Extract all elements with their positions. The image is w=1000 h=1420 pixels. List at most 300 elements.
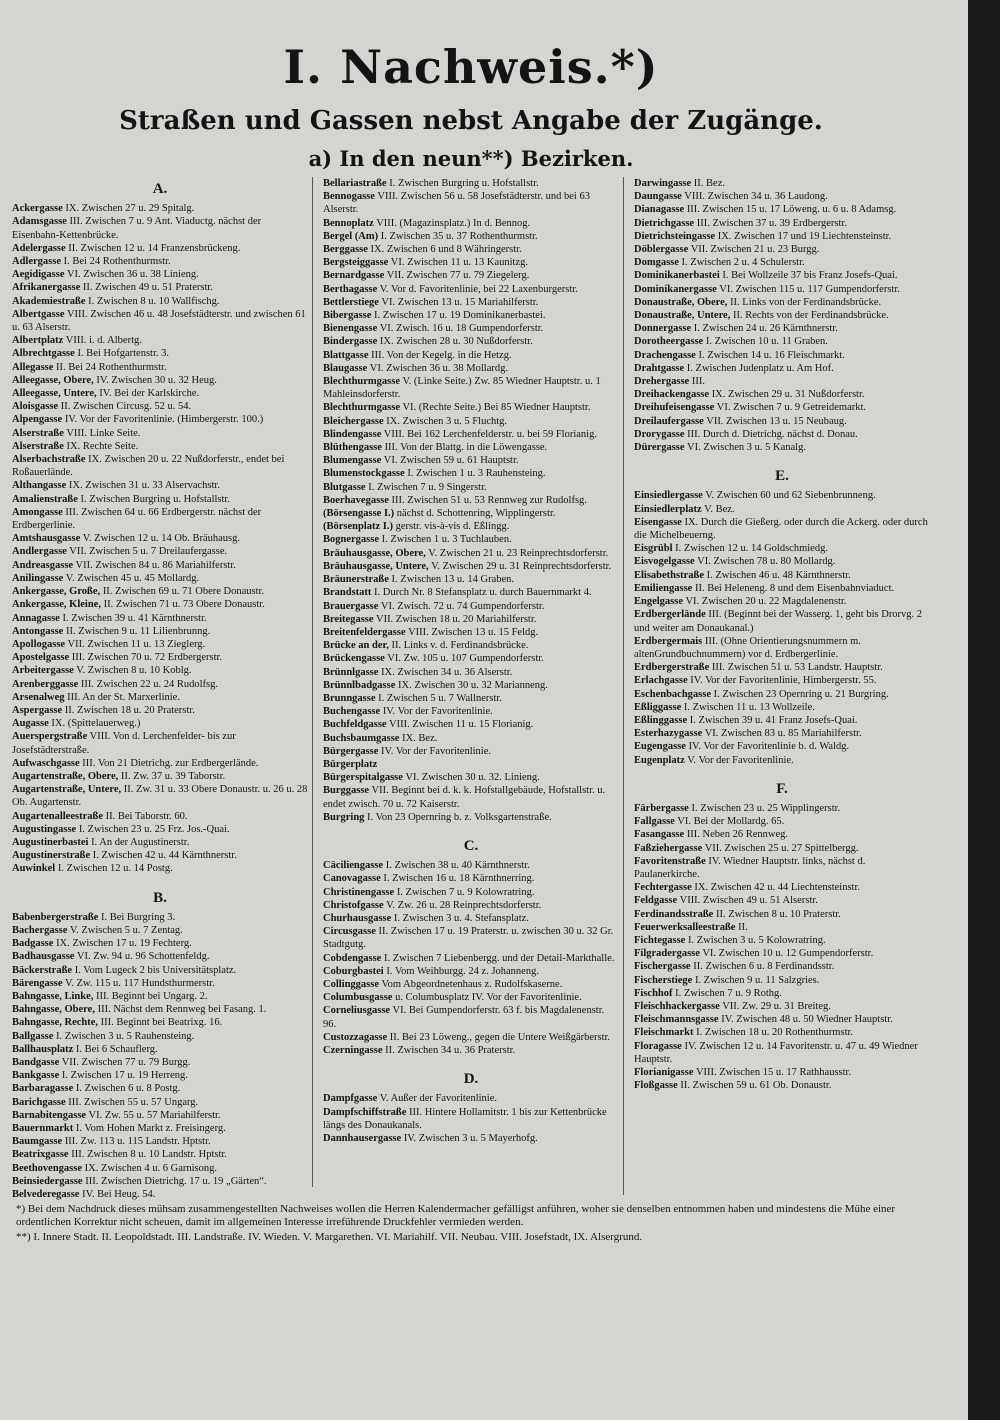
street-name: Bachergasse — [12, 924, 68, 936]
street-name: Dreilaufergasse — [634, 415, 704, 427]
street-entry — [12, 585, 308, 598]
street-entry — [12, 1030, 308, 1043]
street-name: Barnabitengasse — [12, 1109, 87, 1121]
street-name: Augartenstraße, Untere, — [12, 784, 122, 796]
street-entry — [323, 771, 619, 784]
street-access: II. Zwischen 34 u. 36 Praterstr. — [385, 1045, 516, 1056]
street-entry — [634, 296, 930, 309]
street-access: IX. Durch die Gießerg. oder durch die Ackerg. oder durch die Michelbeuerng. — [634, 516, 928, 542]
street-access: VII. Zwischen 5 u. 7 Dreilaufergasse. — [69, 546, 228, 558]
street-access: II. Rechts von der Ferdinandsbrücke. — [732, 310, 889, 322]
street-access: IX. Bez. — [402, 732, 438, 744]
street-entry — [323, 978, 619, 991]
street-name: Brünnlbadgasse — [323, 679, 396, 691]
street-access: VIII. Zwischen 56 u. 58 Josefstädterstr. und bei 63 Alserstr. — [323, 191, 590, 216]
street-name: Fechtergasse — [634, 882, 692, 894]
street-name: Bergel (Am) — [323, 230, 379, 242]
street-access: IX. Zwischen 6 und 8 Währingerstr. — [370, 244, 522, 256]
street-entry — [634, 740, 930, 753]
street-name: Baumgasse — [12, 1136, 63, 1148]
street-name: Auwinkel — [12, 863, 56, 875]
street-access: VIII. Von d. Lerchenfelder- bis zur Josefstädterstraße. — [12, 731, 236, 756]
street-entry — [634, 1013, 930, 1026]
section-letter: B. — [153, 889, 167, 906]
street-access: II. Zwischen 8 u. 10 Praterstr. — [715, 908, 841, 920]
street-entry — [12, 559, 308, 572]
street-access: I. Zwischen 10 u. 11 Graben. — [705, 336, 828, 348]
street-entry — [12, 950, 308, 963]
street-access: I. Von 23 Opernring b. z. Volksgartenstraße. — [367, 811, 552, 823]
street-entry — [634, 349, 930, 362]
street-entry — [323, 613, 619, 626]
street-name: (Börsenplatz I.) — [323, 521, 393, 533]
street-access: VII. Zwischen 21 u. 23 Burgg. — [690, 244, 820, 256]
street-access: I. Zwischen Burgring u. Hofstallstr. — [389, 178, 539, 189]
street-access: IX. Zwischen 31 u. 33 Alservachstr. — [68, 480, 220, 492]
street-entry — [12, 268, 308, 281]
street-access: VII. Beginnt bei d. k. k. Hofstallgebäude, Hofstallstr. u. endet zwisch. 70 u. 72 Kaiserstr. — [323, 785, 606, 810]
street-name: Burggasse — [323, 785, 370, 797]
street-entry — [12, 1109, 308, 1122]
street-name: Coburgbastei — [323, 965, 384, 977]
street-entry — [12, 1082, 308, 1095]
street-name: Bauernmarkt — [12, 1123, 74, 1135]
street-entry — [634, 947, 930, 960]
street-name: Feuerwerksalleestraße — [634, 921, 736, 933]
street-entry — [12, 387, 308, 400]
section-letter: D. — [463, 1071, 479, 1088]
street-access: II. Zwischen 12 u. 14 Franzensbrückeng. — [68, 242, 241, 254]
street-entry — [634, 908, 930, 921]
street-access: VI. Zwischen 11 u. 13 Kaunitzg. — [390, 257, 529, 269]
street-entry — [12, 1043, 308, 1056]
street-name: Drahtgasse — [634, 362, 685, 374]
street-entry — [12, 506, 308, 532]
street-access: IV. Vor der Favoritenlinie b. d. Waldg. — [688, 741, 850, 753]
street-entry — [323, 1004, 619, 1030]
street-entry — [323, 177, 619, 190]
street-access: I. Bei 24 Rothenthurmstr. — [63, 256, 171, 268]
street-name: Bernardgasse — [323, 270, 385, 282]
street-name: Drehergasse — [634, 376, 690, 388]
street-entry — [323, 230, 619, 243]
street-access: III. Zwischen 64 u. 66 Erdbergerstr. nächst der Erdbergerlinie. — [12, 506, 262, 532]
street-access: V. Zwischen 8 u. 10 Koblg. — [76, 665, 192, 677]
street-name: Ballhausplatz — [12, 1043, 74, 1055]
street-name: Anilingasse — [12, 572, 64, 584]
street-name: Erdbergermais — [634, 635, 703, 647]
street-access: I. Vom Weihburgg. 24 z. Johanneng. — [386, 965, 539, 977]
street-entry — [12, 730, 308, 756]
street-access: V. Bez. — [704, 503, 735, 515]
street-entry — [323, 758, 619, 771]
street-name: Bindergasse — [323, 336, 378, 348]
street-name: Drorygasse — [634, 428, 685, 440]
street-access: u. Columbusplatz IV. Vor der Favoritenlinie. — [395, 992, 582, 1004]
street-access: I. Zwischen 14 u. 16 Fleischmarkt. — [698, 349, 845, 361]
street-access: VIII. Zwischen 46 u. 48 Josefstädterstr. und zwischen 61 u. 63 Alserstr. — [12, 308, 306, 334]
street-entry — [12, 964, 308, 977]
street-entry — [323, 705, 619, 718]
street-name: Adlergasse — [12, 256, 61, 268]
street-entry — [12, 836, 308, 849]
street-access: VI. Zwischen 59 u. 61 Hauptstr. — [383, 455, 519, 467]
street-entry — [12, 770, 308, 783]
street-name: Bräunerstraße — [323, 574, 389, 586]
street-name: Cäciliengasse — [323, 860, 384, 872]
street-name: Bognergasse — [323, 534, 379, 546]
street-name: Blutgasse — [323, 481, 366, 493]
section-letter: A. — [152, 181, 168, 197]
street-entry — [12, 361, 308, 374]
street-name: Blumengasse — [323, 455, 382, 467]
street-entry — [12, 911, 308, 924]
street-entry — [634, 582, 930, 595]
street-entry — [323, 586, 619, 599]
street-entry — [12, 440, 308, 453]
street-entry — [323, 732, 619, 745]
street-access: II. Zwischen 69 u. 71 Obere Donaustr. — [102, 586, 265, 598]
street-access: III. Von der Blattg. in die Löwengasse. — [384, 442, 548, 454]
street-name: Fichtegasse — [634, 934, 686, 946]
street-name: Erlachgasse — [634, 675, 688, 687]
street-entry — [634, 555, 930, 568]
street-name: Bäckerstraße — [12, 964, 73, 976]
street-entry — [12, 545, 308, 558]
street-name: Babenbergerstraße — [12, 911, 99, 923]
street-entry — [323, 666, 619, 679]
street-entry — [323, 533, 619, 546]
street-name: Churhausgasse — [323, 912, 392, 924]
street-name: Blüthengasse — [323, 442, 382, 454]
street-name: Augustinerbastei — [12, 836, 89, 848]
street-entry — [12, 202, 308, 215]
street-access: II. Zw. 37 u. 39 Taborstr. — [120, 770, 226, 782]
street-access: I. Zwischen Judenplatz u. Am Hof. — [686, 362, 834, 374]
street-entry — [634, 894, 930, 907]
street-entry — [323, 507, 619, 520]
street-access: II. Bez. — [693, 178, 725, 189]
street-name: Ballgasse — [12, 1030, 54, 1042]
street-name: Bellariastraße — [323, 178, 387, 189]
street-entry — [323, 520, 619, 533]
street-name: Donaustraße, Untere, — [634, 310, 731, 322]
street-access: I. Zwischen 39 u. 41 Franz Josefs-Quai. — [689, 714, 858, 726]
street-entry — [323, 243, 619, 256]
street-entry — [634, 388, 930, 401]
street-access: II. Bei 24 Rothenthurmstr. — [56, 361, 167, 373]
street-entry — [634, 1040, 930, 1066]
street-name: Beethovengasse — [12, 1162, 82, 1174]
street-access: I. Zwischen 7 u. 9 Singerstr. — [368, 481, 487, 493]
street-name: Dominikanerbastei — [634, 270, 720, 282]
section-spacer — [12, 876, 308, 886]
street-name: Christinengasse — [323, 886, 395, 898]
street-entry — [634, 489, 930, 502]
street-entry — [12, 704, 308, 717]
street-access: V. Zwischen 5 u. 7 Zentag. — [69, 924, 183, 936]
street-entry — [323, 349, 619, 362]
street-name: Fischhof — [634, 987, 673, 999]
street-access: III. Zwischen 51 u. 53 Rennweg zur Rudolfsg. — [391, 494, 587, 506]
street-name: Bürgerspitalgasse — [323, 772, 403, 784]
street-entry — [634, 881, 930, 894]
street-name: Canovagasse — [323, 873, 381, 885]
street-name: Dampfgasse — [323, 1093, 378, 1105]
street-name: Augustingasse — [12, 823, 77, 835]
street-access: II. Zwischen 6 u. 8 Ferdinandsstr. — [693, 961, 835, 973]
street-entry — [634, 230, 930, 243]
street-entry — [323, 912, 619, 925]
street-entry — [12, 1056, 308, 1069]
street-name: Eisgrübl — [634, 543, 673, 555]
street-entry — [12, 862, 308, 875]
street-entry — [323, 859, 619, 872]
street-access: II. Links v. d. Ferdinandsbrücke. — [391, 640, 529, 652]
street-entry — [323, 256, 619, 269]
street-entry — [323, 283, 619, 296]
street-name: Barbaragasse — [12, 1083, 74, 1095]
street-access: I. Bei Burgring 3. — [100, 911, 176, 923]
street-entry — [323, 639, 619, 652]
street-name: Einsiedlergasse — [634, 490, 703, 502]
street-access: VIII. i. d. Albertg. — [65, 335, 142, 347]
street-name: Bräuhausgasse, Untere, — [323, 560, 429, 572]
street-access: IX. Zwischen 34 u. 36 Alserstr. — [381, 666, 513, 678]
street-name: Andreasgasse — [12, 559, 74, 571]
street-name: Adamsgasse — [12, 216, 67, 228]
street-access: IX. Zwischen 30 u. 32 Marianneng. — [398, 679, 548, 691]
street-name: Brünnlgasse — [323, 666, 379, 678]
street-access: I. Zwischen 23 Opernring u. 21 Burgring. — [713, 688, 889, 700]
street-entry — [323, 679, 619, 692]
street-entry — [323, 626, 619, 639]
street-name: Columbusgasse — [323, 992, 393, 1004]
street-name: Favoritenstraße — [634, 855, 706, 867]
street-name: Albrechtgasse — [12, 348, 75, 360]
street-entry — [323, 467, 619, 480]
street-access: I. Zwischen 38 u. 40 Kärnthnerstr. — [385, 860, 530, 872]
street-entry — [323, 784, 619, 810]
street-entry — [323, 952, 619, 965]
street-entry — [634, 727, 930, 740]
street-entry — [634, 269, 930, 282]
street-name: Blaugasse — [323, 362, 368, 374]
street-entry — [323, 1031, 619, 1044]
street-access: III. Von 21 Dietrichg. zur Erdbergerlände. — [82, 757, 259, 769]
street-entry — [12, 281, 308, 294]
street-name: Dürergasse — [634, 442, 685, 454]
street-entry — [12, 215, 308, 241]
street-entry — [323, 428, 619, 441]
street-name: Bräuhausgasse, Obere, — [323, 547, 426, 559]
street-name: Floßgasse — [634, 1080, 678, 1092]
street-entry — [634, 441, 930, 454]
street-entry — [634, 754, 930, 767]
street-name: Bürgerplatz — [323, 758, 378, 770]
street-access: I. Bei 6 Schauflerg. — [75, 1043, 158, 1055]
street-entry — [323, 362, 619, 375]
street-name: Albertplatz — [12, 335, 64, 347]
street-access: VI. Bei der Mollardg. 65. — [677, 816, 785, 828]
street-entry — [634, 362, 930, 375]
street-entry — [634, 1079, 930, 1092]
street-name: Engelgasse — [634, 596, 684, 608]
street-access: III. Zwischen 37 u. 39 Erdbergerstr. — [696, 217, 847, 229]
street-entry — [634, 177, 930, 190]
street-access: VIII. Zwischen 34 u. 36 Laudong. — [684, 191, 828, 203]
street-name: Cobdengasse — [323, 952, 382, 964]
street-entry — [12, 937, 308, 950]
street-access: I. Zwischen 16 u. 18 Kärnthnerring. — [383, 873, 535, 885]
street-access: I. Zwischen 9 u. 11 Salzgries. — [694, 974, 820, 986]
street-name: Czerningasse — [323, 1045, 383, 1056]
street-entry — [12, 295, 308, 308]
street-name: Elisabethstraße — [634, 569, 705, 581]
street-name: Eschenbachgasse — [634, 688, 712, 700]
street-entry — [12, 783, 308, 809]
street-access: IV. Zwischen 48 u. 50 Wiedner Hauptstr. — [721, 1014, 893, 1026]
street-entry — [12, 1148, 308, 1161]
street-entry — [323, 401, 619, 414]
street-access: IX. Zwischen 28 u. 30 Nußdorferstr. — [379, 336, 533, 348]
street-entry — [12, 1188, 308, 1201]
street-access: V. Zwischen 29 u. 31 Reinprechtsdorferstr. — [431, 560, 612, 572]
street-access: Vom Abgeordnetenhaus z. Rudolfskaserne. — [381, 978, 563, 990]
street-name: Bürgergasse — [323, 745, 379, 757]
street-access: VII. Zwischen 13 u. 15 Neubaug. — [706, 415, 847, 427]
street-name: Eugenplatz — [634, 754, 685, 766]
street-access: II. Zwischen 9 u. 11 Lilienbrunng. — [65, 625, 211, 637]
street-name: Eisengasse — [634, 516, 682, 528]
street-entry — [12, 849, 308, 862]
street-access: III. Zwischen 22 u. 24 Rudolfsg. — [80, 678, 218, 690]
street-access: I. Zwischen 39 u. 41 Kärnthnerstr. — [62, 612, 207, 624]
street-name: Belvederegasse — [12, 1189, 80, 1201]
street-access: IV. Wiedner Hauptstr. links, nächst d. Paulanerkirche. — [634, 855, 866, 880]
street-name: Allegasse — [12, 361, 54, 373]
street-access: VII. Zwischen 84 u. 86 Mariahilferstr. — [75, 559, 236, 571]
street-access: II. Bei Taborstr. 60. — [105, 810, 188, 822]
street-access: I. Zwischen 7 Liebenbergg. und der Detail-Markthalle. — [383, 952, 615, 964]
street-entry — [323, 441, 619, 454]
street-access: I. Zwischen 17 u. 19 Herreng. — [61, 1070, 188, 1082]
street-access: IV. Zwischen 12 u. 14 Favoritenstr. u. 47 u. 49 Wiedner Hauptstr. — [634, 1040, 918, 1065]
street-access: VI. Zwischen 115 u. 117 Gumpendorferstr. — [719, 283, 900, 295]
street-access: I. Zwischen 3 u. 5 Rauhensteing. — [56, 1030, 195, 1042]
street-entry — [634, 974, 930, 987]
street-access: IX. Zwischen 29 u. 31 Nußdorferstr. — [711, 389, 865, 401]
street-name: Augasse — [12, 718, 49, 730]
street-access: V. (Linke Seite.) Zw. 85 Wiedner Hauptstr. u. 1 Mahleinsdorferstr. — [323, 376, 601, 401]
street-entry — [634, 428, 930, 441]
street-access: VII. Zwischen 18 u. 20 Mariahilferstr. — [375, 613, 537, 625]
street-name: Daungasse — [634, 191, 682, 203]
street-entry — [12, 977, 308, 990]
street-access: II. Zwischen 17 u. 19 Praterstr. u. zwischen 30 u. 32 Gr. Stadtgutg. — [323, 926, 614, 951]
street-name: Augartenstraße, Obere, — [12, 770, 119, 782]
street-entry — [323, 481, 619, 494]
street-access: II. — [738, 921, 748, 933]
street-entry — [323, 745, 619, 758]
street-name: Buchsbaumgasse — [323, 732, 400, 744]
street-name: Bennoplatz — [323, 217, 374, 229]
street-access: I. An der Augustinerstr. — [91, 836, 190, 848]
street-name: Fischerstiege — [634, 974, 693, 986]
street-entry — [12, 308, 308, 334]
street-access: III. Nächst dem Rennweg bei Fasang. 1. — [97, 1004, 267, 1016]
street-name: Bienengasse — [323, 323, 378, 335]
street-access: IV. Zwischen 30 u. 32 Heug. — [96, 374, 217, 386]
street-access: VI. Zwisch. 72 u. 74 Gumpendorferstr. — [380, 600, 545, 612]
street-access: I. Zwischen 7 u. 9 Rothg. — [675, 987, 782, 999]
street-entry — [323, 494, 619, 507]
street-entry — [12, 1003, 308, 1016]
street-access: I. Zwischen 11 u. 13 Wollzeile. — [683, 701, 815, 713]
street-access: III. Neben 26 Rennweg. — [686, 829, 788, 841]
street-name: Einsiedlerplatz — [634, 503, 702, 515]
street-entry — [634, 256, 930, 269]
street-name: Bettlerstiege — [323, 296, 379, 308]
street-name: Eugengasse — [634, 741, 686, 753]
street-name: Berthagasse — [323, 283, 378, 295]
street-name: Brunngasse — [323, 692, 376, 704]
street-access: I. Zwischen 13 u. 14 Graben. — [391, 574, 515, 586]
street-entry — [323, 899, 619, 912]
street-entry — [634, 661, 930, 674]
street-name: Dreihufeisengasse — [634, 402, 715, 414]
street-name: Blumenstockgasse — [323, 468, 405, 480]
street-access: III. — [691, 376, 705, 388]
street-name: Dannhausergasse — [323, 1133, 402, 1145]
street-name: Apostelgasse — [12, 652, 70, 664]
street-access: gerstr. vis-à-vis d. Eßlingg. — [395, 521, 510, 533]
street-entry — [12, 810, 308, 823]
street-entry — [12, 691, 308, 704]
street-name: Bergsteiggasse — [323, 257, 389, 269]
street-name: Eßlinggasse — [634, 714, 688, 726]
street-access: I. Zwischen 8 u. 10 Wallfischg. — [88, 295, 220, 307]
street-entry — [634, 217, 930, 230]
section-letter: F. — [776, 780, 788, 797]
street-name: Dianagasse — [634, 204, 685, 216]
street-entry — [323, 296, 619, 309]
section-spacer — [323, 824, 619, 834]
street-access: II. Zwischen 59 u. 61 Ob. Donaustr. — [680, 1080, 832, 1092]
street-name: Bibergasse — [323, 310, 372, 322]
street-name: Buchengasse — [323, 706, 381, 718]
street-access: IV. Bei der Karlskirche. — [99, 388, 200, 400]
street-access: IV. Vor der Favoritenlinie. — [381, 745, 491, 757]
street-access: IV. Bei Heug. 54. — [82, 1189, 156, 1201]
street-access: II. Bei Heleneng. 8 und dem Eisenbahnviaduct. — [694, 582, 895, 594]
street-entry — [634, 595, 930, 608]
street-entry — [323, 1132, 619, 1145]
street-access: VII. Zwischen 77 u. 79 Burgg. — [61, 1057, 191, 1068]
street-access: V. Außer der Favoritenlinie. — [379, 1093, 498, 1105]
street-access: I. Zwischen 5 u. 7 Wallnerstr. — [378, 692, 502, 704]
street-entry — [323, 309, 619, 322]
street-name: Ankergasse, Kleine, — [12, 599, 101, 611]
street-entry — [12, 717, 308, 730]
street-entry — [12, 413, 308, 426]
street-name: Dorotheergasse — [634, 336, 704, 348]
section-spacer — [634, 454, 930, 464]
street-entry — [634, 190, 930, 203]
street-access: I. Zwischen 46 u. 48 Kärnthnerstr. — [706, 569, 851, 581]
street-access: I. Zwischen 7 u. 9 Kolowratring. — [396, 886, 535, 898]
street-access: I. Zwischen 18 u. 20 Rothenthurmstr. — [696, 1027, 854, 1039]
